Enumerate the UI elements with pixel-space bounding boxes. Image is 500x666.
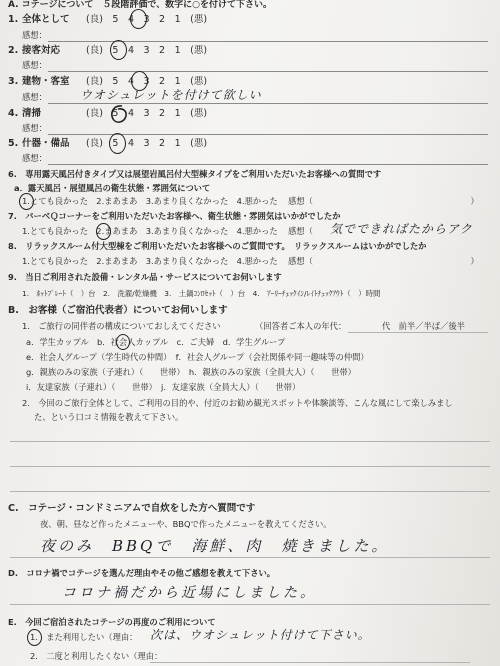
rating-5-scale: (良) 5 4 3 2 1 (悪) xyxy=(86,138,208,149)
section-b-age-note: （回答者ご本人の年代： xyxy=(255,321,347,331)
q8-kansou: 感想（ ） xyxy=(288,256,479,266)
section-b-q1: 1. ご旅行の同伴者の構成についておしえてください xyxy=(22,321,221,331)
rating-2-circle-mark xyxy=(110,40,127,60)
rating-2-num: 2. xyxy=(8,45,19,56)
b-answer-line-1 xyxy=(10,441,490,442)
rating-4-label: 清掃 xyxy=(22,108,42,119)
section-d-answer: コロナ禍だから近場にしました。 xyxy=(62,585,317,601)
section-e-opt1-answer: 次は、ウオシュレット付けて下さい。 xyxy=(150,628,371,642)
q6-circle-mark xyxy=(19,193,34,210)
section-c-title: C. コテージ・コンドミニアムで自炊をした方へ質問です xyxy=(8,503,256,514)
rating-5-circle-mark xyxy=(109,133,126,154)
section-c-answer: 夜のみ BBQで 海鮮、肉 焼きました。 xyxy=(40,537,390,555)
rating-3-kansou: 感想： xyxy=(22,92,47,102)
section-d-title: D. コロナ禍でコテージを選んだ理由やその他ご感想を教えて下さい。 xyxy=(8,568,276,578)
rating-4-scale: (良) 5 4 3 2 1 (悪) xyxy=(86,108,208,119)
section-e-title: E. 今回ご宿泊されたコテージの再度のご利用について xyxy=(8,617,216,627)
rating-2-kansou: 感想： xyxy=(22,60,47,70)
q7-choices: 1.とても良かった 2.まあまあ 3.あまり良くなかった 4.悪かった xyxy=(22,226,278,236)
q9-title: 9. 当日ご利用された設備・レンタル品・サービスについてお伺いします xyxy=(8,272,282,282)
rating-4-kansou: 感想： xyxy=(22,123,47,133)
e-opt2-line xyxy=(150,662,470,663)
q6-kansou: 感想（ ） xyxy=(288,196,479,206)
section-b-opt-gh: g．親族のみの家族（子連れ）（ 世帯） h．親族のみの家族（全員大人）（ 世帯） xyxy=(26,367,356,377)
age-underline xyxy=(348,332,488,333)
rating-5-kansou: 感想： xyxy=(22,153,47,163)
q6-choices: 1.とても良かった 2.まあまあ 3.あまり良くなかった 4.悪かった xyxy=(22,196,278,206)
rating-1-kansou: 感想： xyxy=(22,30,47,40)
section-b-age-value: 代 前半／半ば／後半 xyxy=(382,321,465,331)
section-a-title: A. コテージについて ５段階評価で、数字に○を付けて下さい。 xyxy=(8,0,272,10)
section-c-question: 夜、朝、昼など作ったメニューや、BBQで作ったメニューを教えてください。 xyxy=(40,519,332,529)
section-b-opt-ef: e．社会人グループ（学生時代の仲間） f．社会人グループ（会社関係や同一趣味等の仲間） xyxy=(26,352,369,362)
section-e-circle-mark xyxy=(27,629,42,646)
rating-4-num: 4. xyxy=(8,108,19,119)
rating-3-label: 建物・客室 xyxy=(22,76,70,87)
section-b-opt-ab: a．学生カップル b．社会人カップル c．ご夫婦 d．学生グループ xyxy=(26,337,286,347)
q7-kansou: 感想（ xyxy=(288,226,313,236)
q7-circle-mark xyxy=(96,223,111,240)
section-b-circle-mark xyxy=(116,334,130,350)
rating-2-line xyxy=(48,71,488,72)
section-b-q2a: 2. 今回のご旅行全体として、ご利用の目的や、付近のお勧め観光スポットや体験談等、こんな風にして楽しみまし xyxy=(22,398,453,408)
q7-title: 7. バーベＱコーナーをご利用いただいたお客様へ、衛生状態・雰囲気はいかがでしたか xyxy=(8,211,341,221)
c-answer-line xyxy=(10,557,490,558)
q7-comment: 気でできればたからアク xyxy=(330,222,473,236)
rating-3-num: 3. xyxy=(8,76,19,87)
rating-5-line xyxy=(48,164,488,165)
rating-3-comment: ウオシュレットを付けて欲しい xyxy=(80,88,262,102)
section-e-opt1: 1. また利用したい（理由： xyxy=(30,632,138,642)
b-answer-line-2 xyxy=(10,466,490,467)
rating-1-circle-mark xyxy=(130,9,147,29)
rating-4-circle-mark xyxy=(109,103,129,125)
section-b-title: B. お客様（ご宿泊代表者）についてお伺いします xyxy=(8,305,228,316)
rating-5-num: 5. xyxy=(8,138,19,149)
rating-3-circle-mark xyxy=(131,71,148,91)
b-answer-line-3 xyxy=(10,491,490,492)
q6-sub: a．露天風呂・展望風呂の衛生状態・雰囲気について xyxy=(14,183,211,193)
q9-items: 1. ﾎｯﾄﾌﾟﾚｰﾄ（ ）台 2. 洗濯/乾燥機 3. 土鍋ｺﾝﾛｾｯﾄ（ ）台 4. ｱｰﾘｰﾁｪｯｸｲﾝ/ﾚｲﾄﾁｪｯｸｱｳﾄ（ ）時間 xyxy=(22,289,381,298)
rating-5-label: 什器・備品 xyxy=(22,138,70,149)
section-b-q2b: た、という口コミ情報を教えて下さい。 xyxy=(34,412,184,422)
q8-title: 8. リラックスルーム付大型棟をご利用いただいたお客様へのご質問です。 リラックスルームはいかがでしたか xyxy=(8,241,427,251)
q6-title: 6. 専用露天風呂付きタイプ又は展望岩風呂付大型棟タイプをご利用いただいたお客様への質問です xyxy=(8,169,382,179)
d-answer-line xyxy=(10,604,490,605)
rating-2-scale: (良) 5 4 3 2 1 (悪) xyxy=(86,45,208,56)
rating-3-scale: (良) 5 4 3 2 1 (悪) xyxy=(86,76,208,87)
rating-1-num: 1. xyxy=(8,14,19,25)
q8-choices: 1.とても良かった 2.まあまあ 3.あまり良くなかった 4.悪かった xyxy=(22,256,278,266)
rating-1-label: 全体として xyxy=(22,14,70,25)
section-b-opt-ij: i．友達家族（子連れ）（ 世帯） j．友達家族（全員大人）（ 世帯） xyxy=(26,382,301,392)
rating-1-scale: (良) 5 4 3 2 1 (悪) xyxy=(86,14,208,25)
section-e-opt2: 2. 二度と利用したくない（理由： xyxy=(30,651,163,661)
rating-2-label: 接客対応 xyxy=(22,45,61,56)
